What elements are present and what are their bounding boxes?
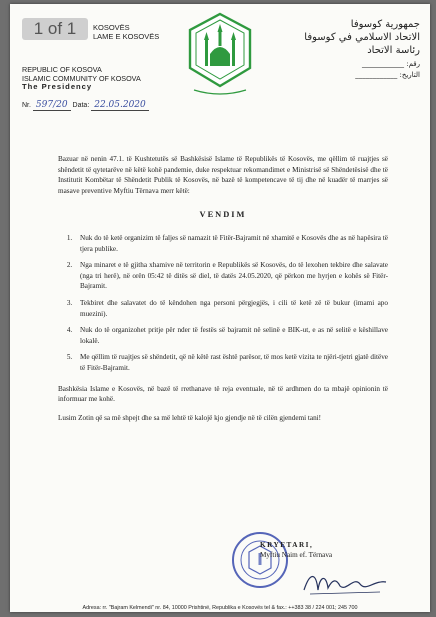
islamic-community-logo: [180, 10, 260, 98]
header-top-line1: KOSOVËS: [93, 23, 130, 32]
header-left-line1: REPUBLIC OF KOSOVA: [22, 65, 102, 74]
header-left-line2: ISLAMIC COMMUNITY OF KOSOVA: [22, 73, 141, 83]
closing-paragraph-1: Bashkësia Islame e Kosovës, në bazë të rrethanave të reja eventuale, në të ardhmen do ta mbajë opinionin të informuar me kohë.: [58, 384, 388, 404]
date-label: Data:: [72, 102, 90, 109]
footer-address: Adresa: rr. "Bajram Kelmendi" nr. 84, 10000 Prishtinë, Republika e Kosovës tel & fax.: ++383 38 / 224 001; 245 700: [82, 605, 358, 611]
decision-item: 1. Nuk do të ketë organizim të faljes së namazit të Fitër-Bajramit në xhamitë e Kosovës dhe as në hapësira të tjera publike.: [74, 233, 388, 254]
arabic-header: جمهورية كوسوفا الاتحاد الاسلامي في كوسوفا رئاسة الاتحاد رقم: ____________ التاريخ: ____________: [280, 18, 420, 81]
nr-label: Nr.: [22, 102, 31, 109]
decision-item: 4. Nuk do të organizohet pritje për nder të festës së bajramit në selinë e BIK-ut, e as në selitë e këshillave lokalë.: [74, 325, 388, 346]
intro-paragraph: Bazuar në nenin 47.1. të Kushtetutës së Bashkësisë Islame të Republikës të Kosovës, me qëllim të ruajtjes së shëndetit të qytetarëve në këtë kohë pandemie, duke respektuar rekomandimet e Ministrisë së Shëndetësisë dhe të Institutit Kombëtar të Shëndetit Publik të Kosovës, në bazë të kompetencave të tij dhe në kuadër të marrjes së masave preventive Myftiu Tërnava merr këtë:: [58, 155, 388, 195]
signatory-role: KRYETARI,: [260, 541, 314, 549]
page-indicator: 1 of 1: [22, 18, 88, 40]
arabic-line2: الاتحاد الاسلامي في كوسوفا: [304, 32, 420, 43]
letter-body: [58, 154, 388, 431]
arabic-ref-label: رقم:: [406, 60, 420, 68]
decision-item: 5. Me qëllim të ruajtjes së shëndetit, që në këtë rast është parësor, të mos ketë vizita te njëri-tjetri gjatë ditëve të Fitër-Bajramit.: [74, 352, 388, 373]
date-value: 22.05.2020: [91, 100, 149, 111]
handwritten-signature: [300, 566, 390, 598]
arabic-date-label: التاريخ:: [399, 71, 420, 79]
signatory-name: Myftiu Naim ef. Tërnava: [260, 551, 333, 559]
header-top-text: [93, 23, 159, 41]
decision-item: 2. Nga minaret e të gjitha xhamive në territorin e Republikës së Kosovës, do të lexohen tekbire dhe salavate (nga tri herë), në orën 05:42 të ditës së diel, të datës 24.05.2020, që përkon me hyrjen e kohës së Fitër-Bajramit.: [74, 260, 388, 292]
official-stamp: [230, 530, 290, 590]
signature-block: [260, 540, 332, 560]
decision-list: [58, 233, 388, 374]
arabic-line3: رئاسة الاتحاد: [367, 45, 420, 56]
nr-value: 597/20: [33, 100, 71, 111]
decision-item: 3. Tekbiret dhe salavatet do të këndohen nga personi përgjegjës, i cili të ketë zë të bukur (imami apo muezini).: [74, 298, 388, 319]
arabic-line1: جمهورية كوسوفا: [350, 19, 420, 30]
reference-line: [22, 100, 149, 110]
header-left-block: [22, 66, 141, 92]
decision-title: VENDIM: [199, 210, 247, 220]
header-top-line2: LAME E KOSOVËS: [93, 32, 160, 41]
header-left-line3: The Presidency: [22, 82, 93, 91]
closing-paragraph-2: Lusim Zotin që sa më shpejt dhe sa më lehtë të kalojë kjo gjendje në të cilën gjendemi tani!: [58, 413, 322, 422]
